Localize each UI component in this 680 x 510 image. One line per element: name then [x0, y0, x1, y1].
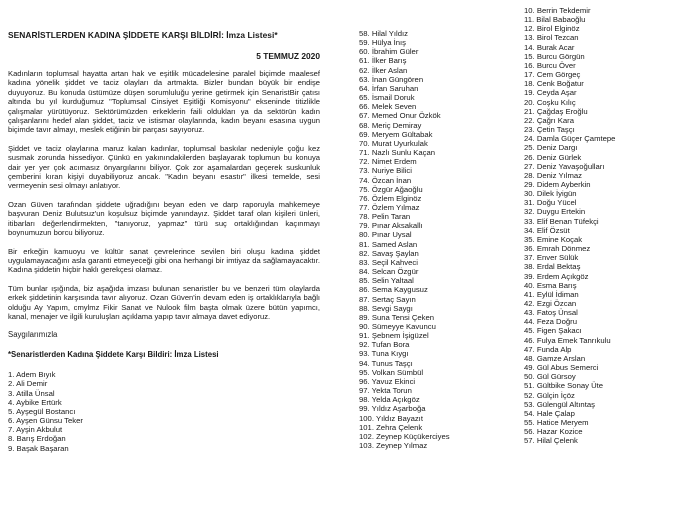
signatory-name: 83. Seçil Kahveci: [359, 257, 418, 267]
signatory-name: 66. Melek Seven: [359, 102, 417, 112]
signatory-name: 27. Deniz Yavaşoğulları: [524, 161, 605, 171]
signatory-name: 80. Pınar Uysal: [359, 230, 412, 240]
signatory-name: 47. Funda Alp: [524, 344, 572, 354]
signatory-name: 59. Hülya İnış: [359, 38, 407, 48]
signatory-name: 14. Burak Acar: [524, 42, 575, 52]
signatory-name: 90. Sümeyye Kavuncu: [359, 322, 436, 331]
signatory-name: 100. Yıldız Bayazıt: [359, 413, 423, 423]
signatory-name: 40. Esma Barış: [524, 280, 577, 290]
signatory-name: 25. Deniz Dargı: [524, 143, 578, 153]
signatory-name: 42. Ezgi Özcan: [524, 299, 577, 308]
signatory-name: 67. Memed Onur Özkök: [359, 111, 441, 121]
signatory-name: 17. Cem Görgeç: [524, 70, 581, 80]
signatory-name: 98. Yelda Açıkgöz: [359, 395, 420, 405]
signatory-name: 75. Özgür Ağaoğlu: [359, 184, 423, 194]
signatory-name: 12. Birol Elginöz: [524, 24, 580, 34]
signatory-name: 84. Selcan Özgür: [359, 267, 419, 277]
signatory-name: 21. Çağdaş Eroğlu: [524, 106, 588, 116]
signatory-name: 19. Ceyda Aşar: [524, 88, 577, 98]
signatory-name: 81. Samed Aslan: [359, 239, 418, 249]
signatory-name: 22. Çağrı Kara: [524, 115, 574, 125]
signatory-name: 38. Erdal Bektaş: [524, 262, 581, 272]
paragraph-5: Tüm bunlar ışığında, biz aşağıda imzası bulunan senaristler bu ve benzeri tüm olaylarda erkek şiddetinin karşısında tavır alıyoruz. Ozan Güven'in devam eden iş ortaklıklarıyla bağlı olduğu Ay Yapım, cmylmz Fikir Sanat ve Nulook film başta olmak üzere bütün yapımcı, kanal, menajer ve ilgili kuruluşları açıklama yapıp tavır almaya davet ediyoruz.: [8, 283, 320, 321]
signatory-name: 103. Zeynep Yılmaz: [359, 441, 428, 451]
signature-list-title: *Senaristlerden Kadına Şiddete Karşı Bildiri: İmza Listesi: [8, 349, 219, 359]
signatory-name: 88. Sevgi Saygı: [359, 303, 413, 313]
signatory-name: 87. Sertaç Sayın: [359, 294, 416, 304]
signatory-name: 54. Hale Çalap: [524, 408, 575, 418]
signatory-name: 74. Özcan İnan: [359, 175, 412, 185]
signatory-name: 65. İsmail Doruk: [359, 93, 415, 103]
signatory-name: 35. Emine Koçak: [524, 234, 583, 244]
signatory-name: 82. Savaş Şaylan: [359, 248, 419, 258]
signatory-name: 69. Meryem Gültabak: [359, 129, 433, 139]
signatory-name: 85. Selin Yaltaal: [359, 276, 414, 286]
signatory-name: 26. Deniz Gürlek: [524, 152, 582, 162]
signatory-name: 49. Gül Abus Semerci: [524, 363, 599, 373]
signatory-name: 30. Dilek İyigün: [524, 189, 577, 199]
signatory-name: 46. Fulya Emek Tanrıkulu: [524, 335, 611, 345]
signatory-name: 68. Meriç Demiray: [359, 120, 422, 130]
signatory-name: 71. Nazlı Sunlu Kaçan: [359, 148, 436, 158]
paragraph-4: Bir erkeğin kamuoyu ve kültür sanat çevrelerince sevilen biri oluşu kadına şiddet uygulamayacağını asla garanti etmeyeceği gibi ona herhangi bir imtiyaz da sağlamayacaktır. Kadına şiddetin hiçbir haklı gerekçesi olamaz.: [8, 246, 320, 275]
signatory-name: 61. İlker Barış: [359, 56, 407, 66]
signatory-name: 15. Burcu Görgün: [524, 51, 585, 61]
statement-column: [8, 30, 320, 453]
signatory-name: 1. Adem Bıyık: [8, 370, 56, 380]
signature-list-part-3: [359, 29, 509, 450]
signatory-name: 72. Nimet Erdem: [359, 157, 417, 167]
signatory-name: 56. Hazar Kozice: [524, 427, 583, 437]
signatory-name: 3. Atilla Ünsal: [8, 388, 55, 398]
signature-list-part-1: [8, 370, 320, 453]
signatory-name: 79. Pınar Aksakallı: [359, 221, 423, 231]
closing-line: Saygılarımızla: [8, 330, 58, 340]
signatory-name: 70. Murat Uyurkulak: [359, 138, 428, 148]
signatory-name: 64. İrfan Saruhan: [359, 83, 419, 93]
signatory-name: 86. Sema Kaygusuz: [359, 285, 428, 295]
signatory-name: 99. Yıldız Aşarboğa: [359, 404, 426, 414]
signatory-name: 37. Enver Sülük: [524, 253, 579, 263]
signatory-name: 45. Figen Şakacı: [524, 326, 582, 336]
signatory-name: 91. Şebnem İşigüzel: [359, 331, 429, 341]
signatory-name: 4. Aybike Ertürk: [8, 397, 62, 407]
signature-column-middle: [359, 29, 509, 450]
signatory-name: 23. Çetin Taşçı: [524, 125, 575, 135]
document-date: 5 TEMMUZ 2020: [256, 51, 320, 61]
signatory-name: 60. İbrahim Güler: [359, 47, 419, 57]
signatory-name: 36. Emrah Dönmez: [524, 244, 591, 254]
signatory-name: 7. Ayşin Akbulut: [8, 425, 63, 435]
signatory-name: 93. Tuna Kıygı: [359, 349, 409, 359]
signatory-name: 24. Damla Güçer Çamtepe: [524, 134, 616, 144]
signatory-name: 55. Hatice Meryem: [524, 418, 589, 428]
signatory-name: 32. Duygu Ertekin: [524, 207, 586, 217]
signatory-name: 94. Tunus Taşçı: [359, 358, 413, 368]
paragraph-2: Şiddet ve taciz olaylarına maruz kalan kadınlar, toplumsal baskılar nedeniyle çoğu kez susmak zorunda hissediyor. Çünkü en yakınındakilerden başlayarak toplumun bu konuya dair yer yer çok acımasız önyargılarını biliyor. Çok zor aşamalardan geçerek suskunluk çemberini kıran kişiyi duyabiliyoruz ancak. "Kadın beyanı esastır" ilkesi temelde, sesi vermeyenin sesi olmayı anlatıyor.: [8, 143, 320, 191]
signatory-name: 63. İnan Güngören: [359, 74, 424, 84]
signatory-name: 10. Berrin Tekdemir: [524, 6, 591, 15]
signatory-name: 16. Burcu Över: [524, 60, 576, 70]
signatory-name: 43. Fatoş Ünsal: [524, 308, 578, 318]
signatory-name: 33. Elif Benan Tüfekçi: [524, 216, 599, 226]
signatory-name: 52. Gülçin İçöz: [524, 390, 575, 400]
signatory-name: 18. Cenk Boğatur: [524, 79, 584, 89]
signatory-name: 53. Gülengül Altıntaş: [524, 399, 595, 409]
signature-list-part-2: [524, 6, 674, 446]
paragraph-1: Kadınların toplumsal hayatta artan hak ve eşitlik mücadelesine paralel biçimde maalesef kadına yönelik şiddet ve taciz olayları da artmakta. Bizler bundan büyük bir endişe duyuyoruz. Bu konuda üstümüze düşen sorumluluğu yerine getirmek için SenaristBir çatısı altında bu yıl kurduğumuz "Toplumsal Cinsiyet Eşitliği Komisyonu" ekseninde titizlikle çalışmalar yürütüyoruz. Sektörümüzden erkeklerin faili oldukları ya da sektörün kadın çalışanlarını hedef alan şiddet, taciz ve istismar olaylarında, kadın beyanı esasına uygun biçimde tavır almayı, meslek etiğinin bir parçası sayıyoruz.: [8, 69, 320, 135]
signatory-name: 73. Nuriye Bilici: [359, 166, 412, 176]
signatory-name: 50. Gül Gürsoy: [524, 372, 576, 382]
signatory-name: 57. Hilal Çelenk: [524, 436, 578, 446]
signature-column-right: [524, 6, 674, 446]
signatory-name: 2. Ali Demir: [8, 379, 48, 389]
signatory-name: 95. Volkan Sümbül: [359, 367, 424, 377]
signatory-name: 13. Birol Tezcan: [524, 33, 579, 43]
signatory-name: 39. Erdem Açıkgöz: [524, 271, 589, 281]
signatory-name: 31. Doğu Yücel: [524, 198, 577, 208]
signatory-name: 34. Elif Özsüt: [524, 225, 570, 235]
signatory-name: 48. Gamze Arslan: [524, 353, 586, 363]
signatory-name: 102. Zeynep Küçükerciyes: [359, 431, 450, 441]
signatory-name: 78. Pelin Taran: [359, 212, 411, 222]
signatory-name: 29. Didem Ayberkin: [524, 179, 591, 189]
signatory-name: 96. Yavuz Ekinci: [359, 376, 416, 386]
signatory-name: 58. Hilal Yıldız: [359, 29, 408, 38]
signatory-name: 11. Bilal Babaoğlu: [524, 15, 586, 25]
document-title: SENARİSTLERDEN KADINA ŞİDDETE KARŞI BİLDİRİ: İmza Listesi*: [8, 30, 278, 40]
signatory-name: 41. Eylül İdiman: [524, 289, 579, 299]
signatory-name: 20. Coşku Kılıç: [524, 97, 576, 107]
signatory-name: 62. İlker Aslan: [359, 65, 408, 75]
signatory-name: 89. Suna Tensi Çeken: [359, 312, 435, 322]
signatory-name: 5. Ayşegül Bostancı: [8, 406, 76, 416]
signatory-name: 51. Gültbike Sonay Üte: [524, 381, 604, 391]
signatory-name: 77. Özlem Yılmaz: [359, 202, 420, 212]
signatory-name: 101. Zehra Çelenk: [359, 422, 423, 432]
signatory-name: 28. Deniz Yılmaz: [524, 170, 582, 180]
signatory-name: 8. Barış Erdoğan: [8, 434, 66, 444]
signatory-name: 6. Ayşen Günsu Teker: [8, 416, 83, 426]
signatory-name: 92. Tufan Bora: [359, 340, 410, 350]
signatory-name: 9. Başak Başaran: [8, 443, 69, 453]
signatory-name: 44. Feza Doğru: [524, 317, 577, 327]
paragraph-3: Ozan Güven tarafından şiddete uğradığını beyan eden ve darp raporuyla mahkemeye başvuran Deniz Bulutsuz'un koşulsuz biçimde yanındayız. Şiddet taraf olan kişileri ünleri, itibarları değerlendirmekten, "tanıyoruz, yapmaz" türü suç ortaklığından kaçınmayı boynumuzun borcu biliyoruz.: [8, 199, 320, 238]
signatory-name: 76. Özlem Elginöz: [359, 193, 422, 203]
signatory-name: 97. Yekta Torun: [359, 386, 412, 396]
